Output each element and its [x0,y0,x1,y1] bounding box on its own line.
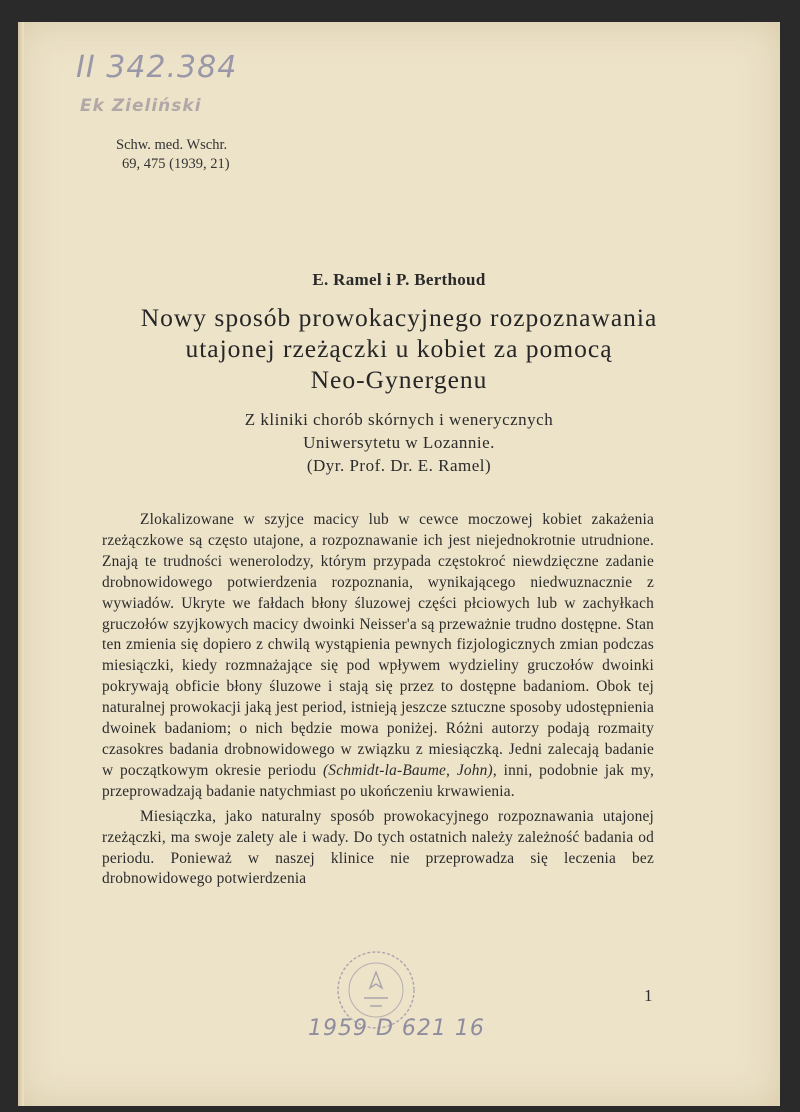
paragraph-text: Zlokalizowane w szyjce macicy lub w cewce moczowej kobiet zakażenia rzeżączkowe są często utajone, a rozpoznawanie ich jest niejednokrotnie utrudnione. Znają te trudności wenerolodzy, którym przypada częstokroć niewdzięczne zadanie drobnowidowego potwierdzenia rozpoznania, wynikającego niedwuznacznie z wywiadów. Ukryte we fałdach błony śluzowej części płciowych lub w zachyłkach gruczołów szyjkowych macicy dwoinki Neisser'a są przeważnie trudno dostępne. Stan ten zmienia się dopiero z chwilą wystąpienia pewnych fizjologicznych zmian podczas miesiączki, kiedy rozmnażające się pod wpływem wydzieliny gruczołów dwoinki pokrywają obficie błony śluzowe i stają się przez to dostępne badaniom. Obok tej naturalnej prowokacji jaką jest period, istnieją jeszcze sztuczne sposoby udostępnienia dwoinek badaniom; o nich będzie mowa poniżej. Różni autorzy podają rozmaity czasokres badania drobnowidowego w związku z miesiączką. Jedni zalecają badanie w początkowym okresie periodu [102,511,654,779]
citation-journal: Schw. med. Wschr. [116,137,228,153]
ownership-stamp-name: Ek Zieliński [80,96,202,116]
title-line: Neo-Gynergenu [310,365,488,394]
document-page [18,22,780,1106]
article-authors: E. Ramel i P. Berthoud [312,270,486,289]
handwritten-call-number: II 342.384 [76,50,238,85]
affiliation-line: Z kliniki chorób skórnych i wenerycznych [244,410,554,429]
body-paragraph-1 [102,510,654,803]
page-edge [18,22,24,1106]
article-affiliation [18,408,780,477]
page-number: 1 [644,986,653,1005]
citation-volume: 69, 475 (1939, 21) [122,156,230,172]
article-body [102,510,654,890]
handwritten-accession-number: 1959 D 621 16 [308,1016,485,1041]
paragraph-text: , inni, podobnie jak my, przeprowadzają badanie natychmiast po ukończeniu krwawienia. [102,761,654,800]
body-paragraph-2: Miesiączka, jako naturalny sposób prowokacyjnego rozpoznawania utajonej rzeżączki, ma swoje zalety ale i wady. Do tych ostatnich należy zależność badania od periodu. Ponieważ w naszej klinice nie przeprowadza się leczenia bez drobnowidowego potwierdzenia [102,807,654,888]
title-line: utajonej rzeżączki u kobiet za pomocą [185,334,613,363]
cited-authors: (Schmidt-la-Baume, John) [322,761,493,779]
journal-citation [116,136,230,174]
affiliation-line: Uniwersytetu w Lozannie. [303,433,495,452]
affiliation-line: (Dyr. Prof. Dr. E. Ramel) [306,456,492,475]
article-title [18,302,780,395]
title-line: Nowy sposób prowokacyjnego rozpoznawania [140,303,658,332]
